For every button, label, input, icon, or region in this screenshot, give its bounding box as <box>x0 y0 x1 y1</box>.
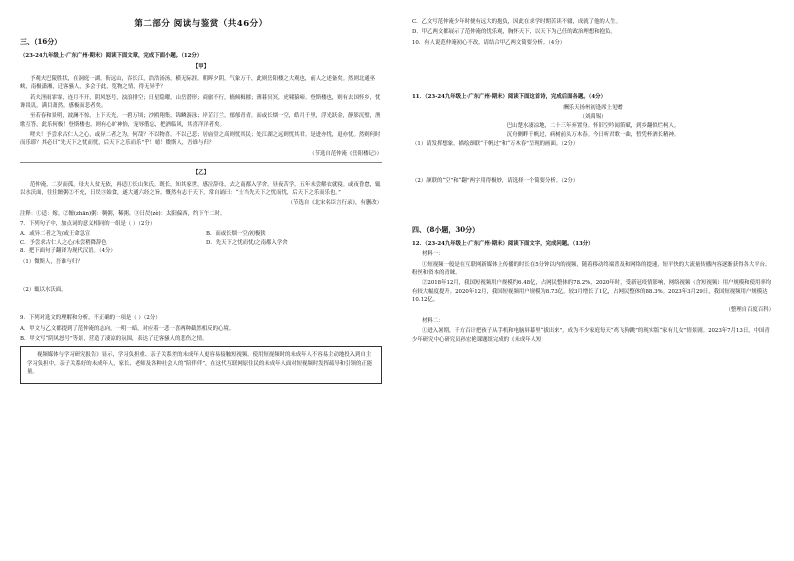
answer-space <box>412 151 774 177</box>
excerpt-text: 视频媒体与学习研究报告》显示，学习负担重、亲子关系差的未成年人更容易接触短视频。使用短视频时的未成年人不容易主动地投入到自主学习负担中，亲子关系好的未成年人，家长、老师及各种社会人的“陪伴伴”，在这代互联网原住民的未成年人面对短视频时发挥疏导和引领的正能量。 <box>27 352 373 376</box>
question-intro: （23-24九年级上·广东广州·期末）阅读下面文章，完成下面小题。（12分） <box>20 53 203 60</box>
poem-author: （刘禹锡） <box>579 113 607 120</box>
answer-space <box>412 75 774 93</box>
poem-line-2: 沉舟侧畔千帆过，病树前头万木春。今日听君歌一曲，暂凭杯酒长精神。 <box>506 132 680 139</box>
q7-option-a: A．或异二者之为/或王命急宣 <box>20 231 91 238</box>
q9-option-c: C．乙文写范仲淹少年时便有远大的抱负，因此在求学时期苦读不辍，成就了他的人生。 <box>412 19 621 25</box>
question-7: 7．下列句子中，加点词的意义相同的一组是（ ）（2分） <box>20 221 156 228</box>
question-8: 8．把下面句子翻译为现代汉语。（4分） <box>20 248 116 255</box>
jia-source: （节选自范仲淹《岳阳楼记》） <box>309 150 382 157</box>
q7-option-d: D．先天下之忧而忧/之南都入学舍 <box>206 239 288 246</box>
question-11: 11．（23-24九年级上·广东广州·期末）阅读下面这首诗，完成后面各题。（4分） <box>412 94 606 101</box>
section-four-heading: 四、（8小题，30分） <box>412 225 480 234</box>
material-2-label: 材料二： <box>422 317 444 324</box>
material-2-paragraph-1: ①进入暑期，千方百计把孩子从手机和电脑屏幕里“拔出来”，成为不少家庭每天“鸡飞狗跳”的现实版“家有儿女”情景剧。2023年7月13日，中国青少年研究中心研究员孙宏艳课题组完成的《未成年人短 <box>412 328 770 343</box>
section-three-heading: 三、（16分） <box>20 37 62 47</box>
q11-item-2: （2）颔联的“空”和“翻”两字用得极妙，请选择一个简要分析。（2分） <box>412 177 579 184</box>
part-title: 第二部分 阅读与鉴赏（共46分） <box>134 19 268 29</box>
jia-paragraph-2: 若夫淫雨霏霏，连月不开，阴风怒号，浊浪排空；日星隐曜，山岳潜形；商旅不行，樯倾楫摧；薄暮冥冥，虎啸猿啼。登斯楼也，则有去国怀乡，忧谗畏讥，满目萧然，感极而悲者矣。 <box>20 94 381 109</box>
answer-space <box>412 187 774 213</box>
yi-source: （节选自《北宋名臣言行录》，有删改） <box>287 200 382 207</box>
poem-title: 酬乐天扬州初逢席上见赠 <box>563 104 623 111</box>
right-column <box>412 18 774 346</box>
yi-paragraph-1: 范仲淹，二岁而孤，母夫人贫无依，再适①长山朱氏。既长，知其家世，感泣辞母，去之南都入学舍。昼夜苦学，五年未尝解衣就寝。或夜昏怠，辄以水沃面，往往饘粥②不充，日昃③始食，遂大通六经之旨，慨然有志于天下，常自诵曰：“士当先天下之忧而忧，后天下之乐而乐也。” <box>20 181 381 196</box>
q7-options-row-1 <box>20 230 382 238</box>
poem-block <box>412 104 774 141</box>
left-column <box>20 18 382 388</box>
q9-option-d: D．甲乙两文都展示了范仲淹的忧乐观，胸怀天下，以天下为己任的政治理想和抱负。 <box>412 29 616 36</box>
poem-line-1: 巴山楚水凄凉地，二十三年弃置身。怀旧空吟闻笛赋，到乡翻似烂柯人。 <box>506 122 680 129</box>
q9-option-b: B．甲文写“阴风怒号”等景，营造了凄凉的氛围，表达了迁客骚人的悲伤之情。 <box>20 336 208 343</box>
passage-jia-label: 【甲】 <box>192 64 210 71</box>
answer-space <box>412 49 774 75</box>
jia-paragraph-1: 予观夫巴陵胜状，在洞庭一湖。衔远山，吞长江，浩浩汤汤，横无际涯，朝晖夕阴，气象万千，此则岳阳楼之大观也，前人之述备矣。然则北通巫峡，南极潇湘，迁客骚人，多会于此，览物之情，得无异乎？ <box>20 75 376 91</box>
q8-item-1: （1）微斯人，吾谁与归？ <box>20 258 83 265</box>
answer-space <box>412 213 774 223</box>
q8-item-2: （2）辄以水沃面。 <box>20 286 67 293</box>
material-1-label: 材料一： <box>422 251 444 258</box>
answer-space <box>20 296 382 314</box>
material-1-paragraph-2: ②2018年12月，我国短视频用户规模约6.48亿，占网民整体的78.2%，2020年时，受新冠疫情影响，网络视频（含短视频）用户规模和使用率均有较大幅度提升。2020年12月，我国短视频用户规模为8.73亿，较3月增长了1亿，占网民整体的88.3%。2023年3月29日，我国短视频用户规模达10.12亿。 <box>412 280 772 304</box>
q9-option-a: A．甲文与乙文都提到了范仲淹的志向，一明一暗，对应着一悲一喜两种截然相反的心境。 <box>20 325 235 332</box>
jia-paragraph-4: 嗟夫！予尝求古仁人之心，或异二者之为，何哉？不以物喜，不以己悲；居庙堂之高则忧其民；处江湖之远则忧其君。是进亦忧，退亦忧。然则何时而乐耶？其必曰“先天下之忧而忧，后天下之乐而乐”乎！噫！微斯人，吾谁与归？ <box>20 132 381 147</box>
jia-paragraph-3: 至若春和景明，波澜不惊，上下天光，一碧万顷；沙鸥翔集，锦鳞游泳；岸芷汀兰，郁郁青青。而或长烟一空，皓月千里，浮光跃金，静影沉璧，渔歌互答，此乐何极！登斯楼也，则有心旷神怡，宠辱偕忘，把酒临风，其喜洋洋者矣。 <box>20 113 381 128</box>
q7-option-c: C．予尝求古仁人之心/未尝稍降辞色 <box>20 239 107 246</box>
excerpt-box <box>20 346 382 383</box>
question-10: 10．有人说范仲淹初心不改，请结合甲乙两文简要分析。（4分） <box>412 39 566 46</box>
passage-yi-label: 【乙】 <box>192 170 210 177</box>
divider <box>20 162 382 163</box>
q11-item-1: （1）请发挥想象，描绘颈联“千帆过”和“万木春”呈现的画面。（2分） <box>412 141 579 148</box>
q7-option-b: B．而或长烟一空/初极狭 <box>206 231 266 238</box>
annotations: 注释：①适：嫁。②饘(zhān)粥：稠粥，稀粥。③日昃(zè)：太阳偏西，约下午二时。 <box>20 210 226 217</box>
answer-space <box>20 268 382 286</box>
q7-options-row-2 <box>20 239 382 247</box>
material-1-paragraph-1: ①短视频一般是在互联网新媒体上传播的时长在5分钟以内的视频，随着移动终端普及和网络的提速，短平快的大流量传播内容逐渐获得各大平台、粉丝和资本的青睐。 <box>412 261 771 276</box>
question-9: 9．下列对选文的理解和分析，不正确的一项是（ ）（2分） <box>20 315 161 322</box>
material-1-source: （整理自百度百科） <box>725 307 774 314</box>
question-12: 12．（23-24九年级上·广东广州·期末）阅读下面文字，完成问题。（13分） <box>412 240 594 247</box>
